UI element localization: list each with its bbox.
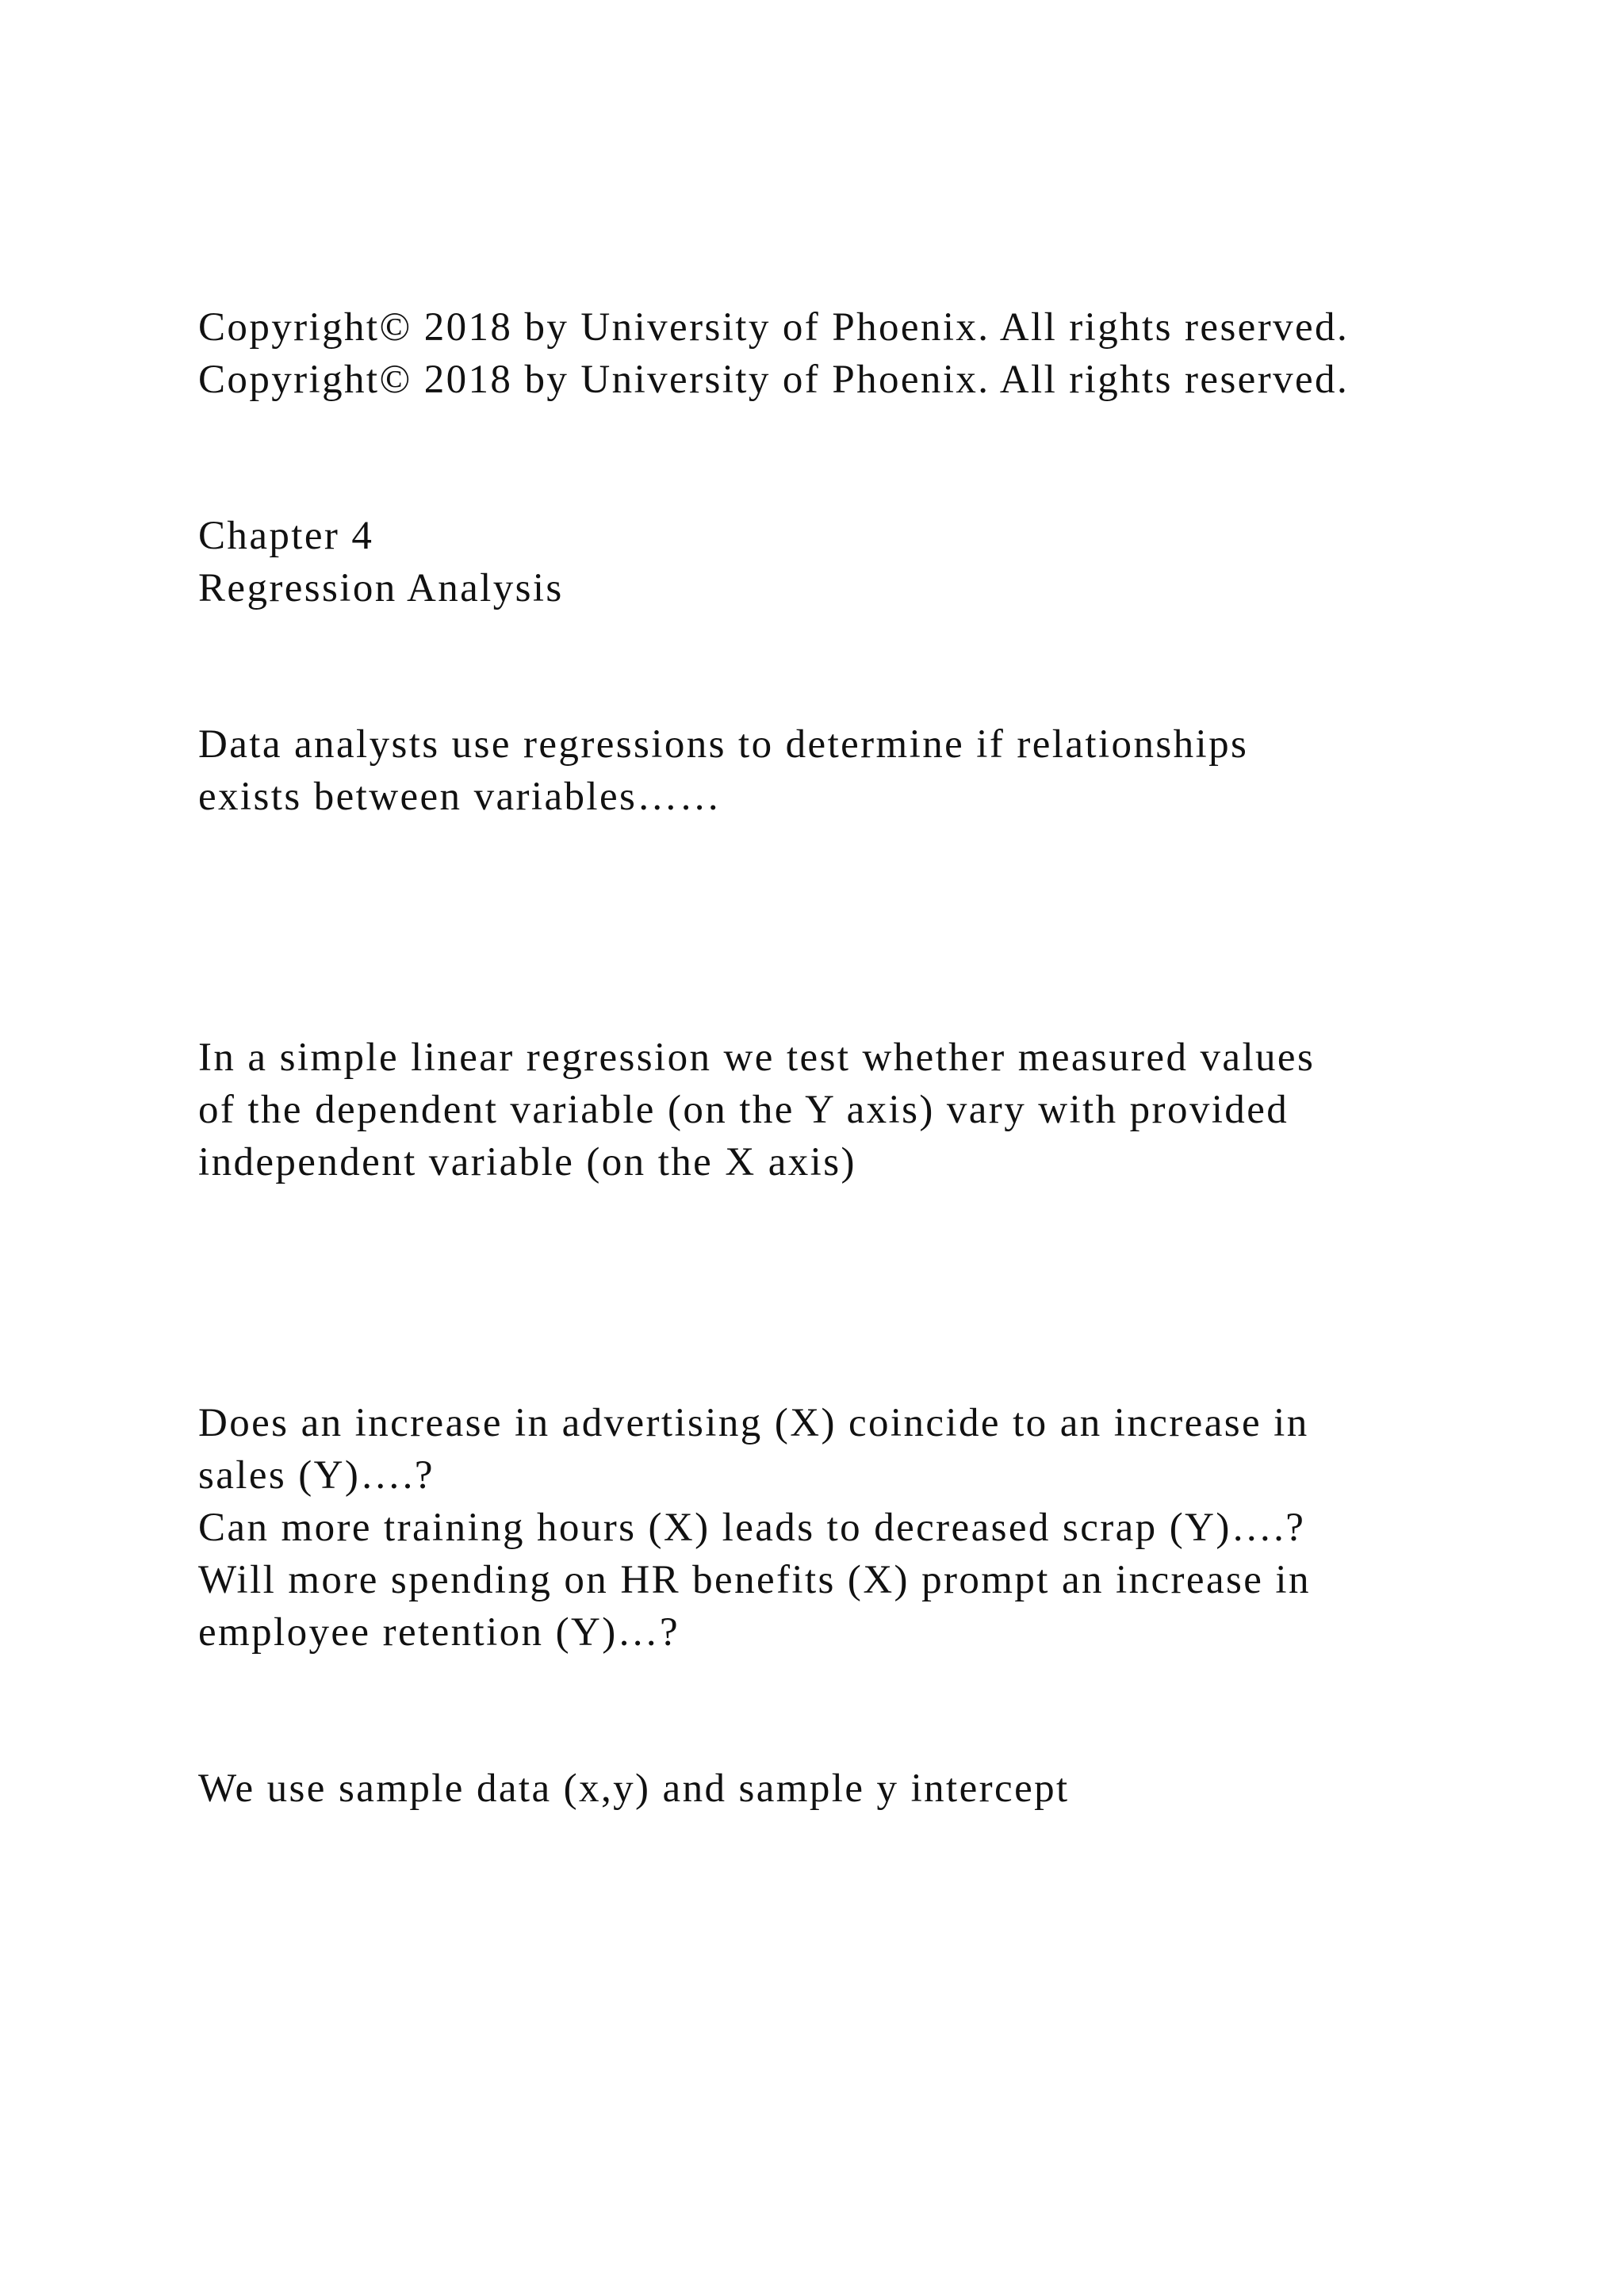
simple-regression-line-2: of the dependent variable (on the Y axis) vary with provided bbox=[198, 1088, 1289, 1132]
simple-regression-line-1: In a simple linear regression we test whether measured values bbox=[198, 1035, 1316, 1080]
chapter-title: Regression Analysis bbox=[198, 566, 564, 610]
question-line-1: Does an increase in advertising (X) coincide to an increase in bbox=[198, 1401, 1309, 1445]
simple-regression-line-3: independent variable (on the X axis) bbox=[198, 1140, 856, 1184]
question-line-4: Will more spending on HR benefits (X) prompt an increase in bbox=[198, 1558, 1311, 1602]
copyright-line-2: Copyright© 2018 by University of Phoenix. All rights reserved. bbox=[198, 358, 1350, 402]
sample-data-line: We use sample data (x,y) and sample y intercept bbox=[198, 1766, 1070, 1811]
intro-line-1: Data analysts use regressions to determine if relationships bbox=[198, 722, 1249, 767]
question-line-3: Can more training hours (X) leads to decreased scrap (Y)….? bbox=[198, 1506, 1306, 1550]
chapter-number: Chapter 4 bbox=[198, 514, 374, 558]
question-line-2: sales (Y)….? bbox=[198, 1453, 435, 1498]
intro-line-2: exists between variables…… bbox=[198, 775, 722, 819]
copyright-line-1: Copyright© 2018 by University of Phoenix. All rights reserved. bbox=[198, 305, 1350, 350]
question-line-5: employee retention (Y)…? bbox=[198, 1610, 680, 1655]
